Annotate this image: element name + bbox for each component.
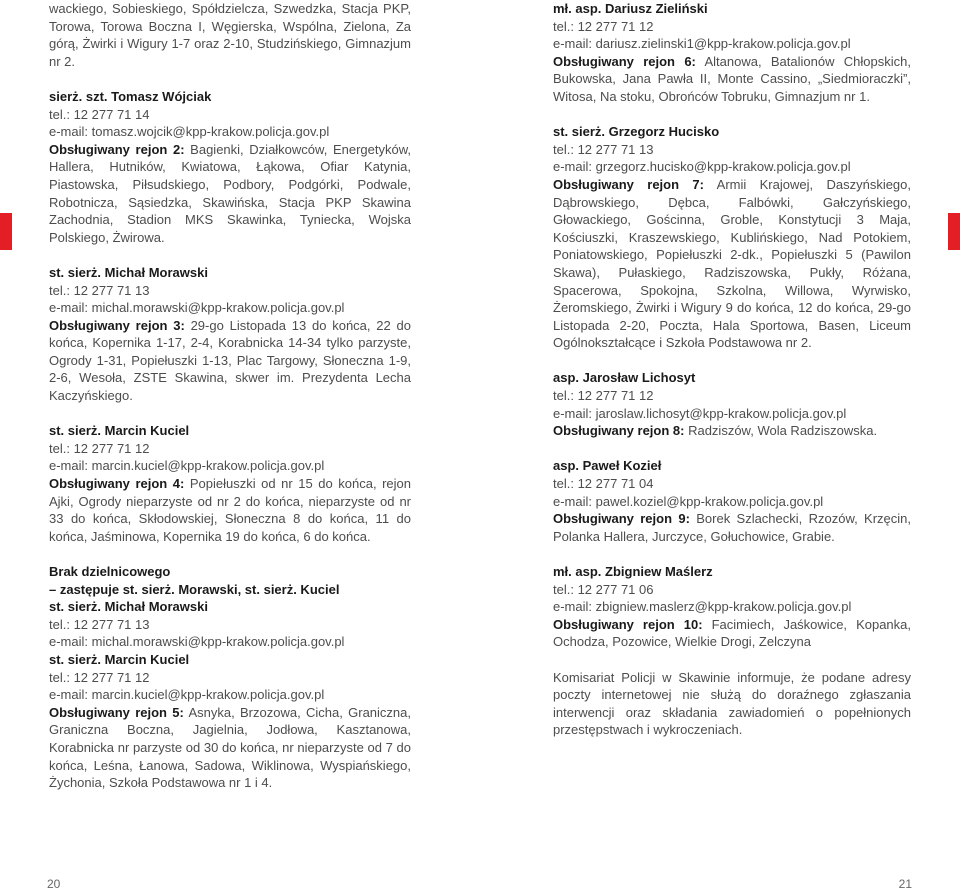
district-description xyxy=(553,616,911,651)
district-label: Obsługiwany rejon 6: xyxy=(553,53,696,69)
district-streets: Bagienki, Działkowców, Energetyków, Hallera, Hutników, Kwiatowa, Łąkowa, Ofiar Katynia, Piastowska, Piłsudskiego, Podbory, Podgórki, Podwale, Robotnicza, Sąsiedzka, Skawińska, Stacja PKP Skawina Zachodnia, Stadion MKS Skawinka, Tyniecka, Wojska Polskiego, Żwirowa. xyxy=(49,141,411,245)
district-streets: Armii Krajowej, Daszyńskiego, Dąbrowskiego, Dębca, Falbówki, Gałczyńskiego, Głowackiego, Gościnna, Groble, Konstytucji 3 Maja, Kościuszki, Kraszewskiego, Kublińskiego, Nad Potokiem, Poniatowskiego, Popiełuszki 2-dk., Popiełuszki 5 (Pawilon Skawa), Pułaskiego, Radziszowska, Pukły, Różana, Spacerowa, Spokojna, Szkolna, Willowa, Wyrwisko, Żeromskiego, Żwirki i Wigury 9 do końca, 12 do końca, 29-go Listopada 2-20, Poczta, Hala Sportowa, Basen, Liceum Ogólnokształcące i Szkoła Podstawowa nr 2. xyxy=(553,176,912,351)
page-number-right: 21 xyxy=(898,877,912,891)
officer-phone: tel.: 12 277 71 14 xyxy=(49,106,150,122)
officer-name: sierż. szt. Tomasz Wójciak xyxy=(49,88,212,104)
officer-email: e-mail: grzegorz.hucisko@kpp-krakow.policja.gov.pl xyxy=(553,159,851,175)
officer-email: e-mail: tomasz.wojcik@kpp-krakow.policja.gov.pl xyxy=(49,124,330,140)
officer-email: e-mail: marcin.kuciel@kpp-krakow.policja.gov.pl xyxy=(49,458,325,474)
officer-phone: tel.: 12 277 71 13 xyxy=(553,141,654,157)
district-description xyxy=(553,510,911,545)
intro-paragraph: wackiego, Sobieskiego, Spółdzielcza, Szwedzka, Stacja PKP, Torowa, Torowa Boczna I, Węgierska, Wspólna, Zielona, Za górą, Żwirki i Wigury 1-7 oraz 2-10, Studzińskiego, Gimnazjum nr 2. xyxy=(49,1,411,69)
section-tab-right xyxy=(948,213,960,250)
email-disclaimer: Komisariat Policji w Skawinie informuje, że podane adresy poczty internetowej nie służą do doraźnego zgłaszania interwencji oraz składania zawiadomień o popełnionych przestępstwach i wykroczeniach. xyxy=(553,669,911,738)
officer-email: e-mail: michal.morawski@kpp-krakow.policja.gov.pl xyxy=(49,300,345,316)
officer-entry xyxy=(553,0,911,106)
district-description xyxy=(49,317,411,405)
district-label: Obsługiwany rejon 8: xyxy=(553,423,685,439)
officer-phone: tel.: 12 277 71 12 xyxy=(553,18,654,34)
officer-phone: tel.: 12 277 71 04 xyxy=(553,476,654,492)
officer-name: mł. asp. Zbigniew Maślerz xyxy=(553,564,713,579)
district-streets: Facimiech, Jaśkowice, Kopanka, Ochodza, Pozowice, Wielkie Drogi, Zelczyna xyxy=(553,616,911,650)
officer-name: st. sierż. Grzegorz Hucisko xyxy=(553,124,720,140)
officer-phone: tel.: 12 277 71 12 xyxy=(49,440,150,456)
district-description xyxy=(553,53,911,106)
officer-entry xyxy=(553,457,911,545)
page-number-left: 20 xyxy=(47,877,61,891)
officer-phone: tel.: 12 277 71 13 xyxy=(49,282,150,298)
officer-entry xyxy=(553,123,911,352)
vacancy-heading: Brak dzielnicowego xyxy=(49,564,171,579)
officer-entry xyxy=(49,422,411,545)
officer-name: asp. Jarosław Lichosyt xyxy=(553,370,696,386)
officer-name: st. sierż. Marcin Kuciel xyxy=(49,651,190,667)
district-description xyxy=(49,704,411,792)
officer-email: e-mail: dariusz.zielinski1@kpp-krakow.policja.gov.pl xyxy=(553,36,851,52)
officer-entry xyxy=(553,369,911,439)
right-column xyxy=(553,0,911,757)
officer-phone: tel.: 12 277 71 06 xyxy=(553,581,654,597)
district-label: Obsługiwany rejon 7: xyxy=(553,176,704,192)
officer-email: e-mail: pawel.koziel@kpp-krakow.policja.gov.pl xyxy=(553,493,824,509)
district-streets: 29-go Listopada 13 do końca, 22 do końca, Kopernika 1-17, 2-4, Korabnicka 14-34 tylko parzyste, Ogrody 1-31, Popiełuszki 1-13, Plac Targowy, Słoneczna 1-9, 2-6, Wesoła, ZSTE Skawina, skwer im. Prezydenta Lecha Kaczyńskiego. xyxy=(49,317,411,404)
officer-name: mł. asp. Dariusz Zieliński xyxy=(553,1,708,16)
officer-name: asp. Paweł Kozieł xyxy=(553,458,662,474)
officer-name: st. sierż. Michał Morawski xyxy=(49,599,208,615)
district-description xyxy=(553,422,911,440)
district-description xyxy=(49,141,411,247)
officer-phone: tel.: 12 277 71 12 xyxy=(553,388,654,404)
district-streets: Radziszów, Wola Radziszowska. xyxy=(684,423,878,439)
district-label: Obsługiwany rejon 9: xyxy=(553,511,690,527)
officer-email: e-mail: jaroslaw.lichosyt@kpp-krakow.policja.gov.pl xyxy=(553,405,847,421)
district-label: Obsługiwany rejon 10: xyxy=(553,616,703,632)
vacancy-entry xyxy=(49,563,411,792)
officer-email: e-mail: marcin.kuciel@kpp-krakow.policja.gov.pl xyxy=(49,687,325,703)
vacancy-substitutes: – zastępuje st. sierż. Morawski, st. sierż. Kuciel xyxy=(49,581,340,597)
district-label: Obsługiwany rejon 5: xyxy=(49,704,184,720)
district-label: Obsługiwany rejon 2: xyxy=(49,141,185,157)
district-description xyxy=(553,176,911,352)
officer-name: st. sierż. Michał Morawski xyxy=(49,264,208,280)
officer-entry xyxy=(49,88,411,246)
officer-email: e-mail: michal.morawski@kpp-krakow.policja.gov.pl xyxy=(49,634,345,650)
district-streets: Popiełuszki od nr 15 do końca, rejon Ajki, Ogrody nieparzyste od nr 2 do końca, nieparzyste od nr 33 do końca, Skłodowskiej, Słoneczna 8 do końca, 11 do końca, Jaśminowa, Kopernika 19 do końca, 6 do końca. xyxy=(49,476,412,544)
district-streets: Altanowa, Batalionów Chłopskich, Bukowska, Jana Pawła II, Monte Cassino, „Siedmioraczki”, Witosa, Na stoku, Obrońców Tobruku, Gimnazjum nr 1. xyxy=(553,53,911,104)
district-description xyxy=(49,475,411,545)
officer-email: e-mail: zbigniew.maslerz@kpp-krakow.policja.gov.pl xyxy=(553,599,852,615)
district-label: Obsługiwany rejon 3: xyxy=(49,317,185,333)
officer-entry xyxy=(553,563,911,651)
officer-phone: tel.: 12 277 71 12 xyxy=(49,669,150,685)
officer-phone: tel.: 12 277 71 13 xyxy=(49,616,150,632)
left-column xyxy=(49,0,411,809)
officer-entry xyxy=(49,264,411,405)
section-tab-left xyxy=(0,213,12,250)
officer-name: st. sierż. Marcin Kuciel xyxy=(49,423,190,439)
district-streets: Asnyka, Brzozowa, Cicha, Graniczna, Graniczna Boczna, Jagielnia, Jodłowa, Kasztanowa, Korabnicka nr parzyste od 30 do końca, nr nieparzyste od 7 do końca, Leśna, Łanowa, Sadowa, Wiklinowa, Wyspiańskiego, Żychonia, Szkoła Podstawowa nr 1 i 4. xyxy=(49,704,412,791)
district-label: Obsługiwany rejon 4: xyxy=(49,476,185,492)
district-streets: Borek Szlachecki, Rzozów, Krzęcin, Polanka Hallera, Jurczyce, Gołuchowice, Grabie. xyxy=(553,511,912,544)
